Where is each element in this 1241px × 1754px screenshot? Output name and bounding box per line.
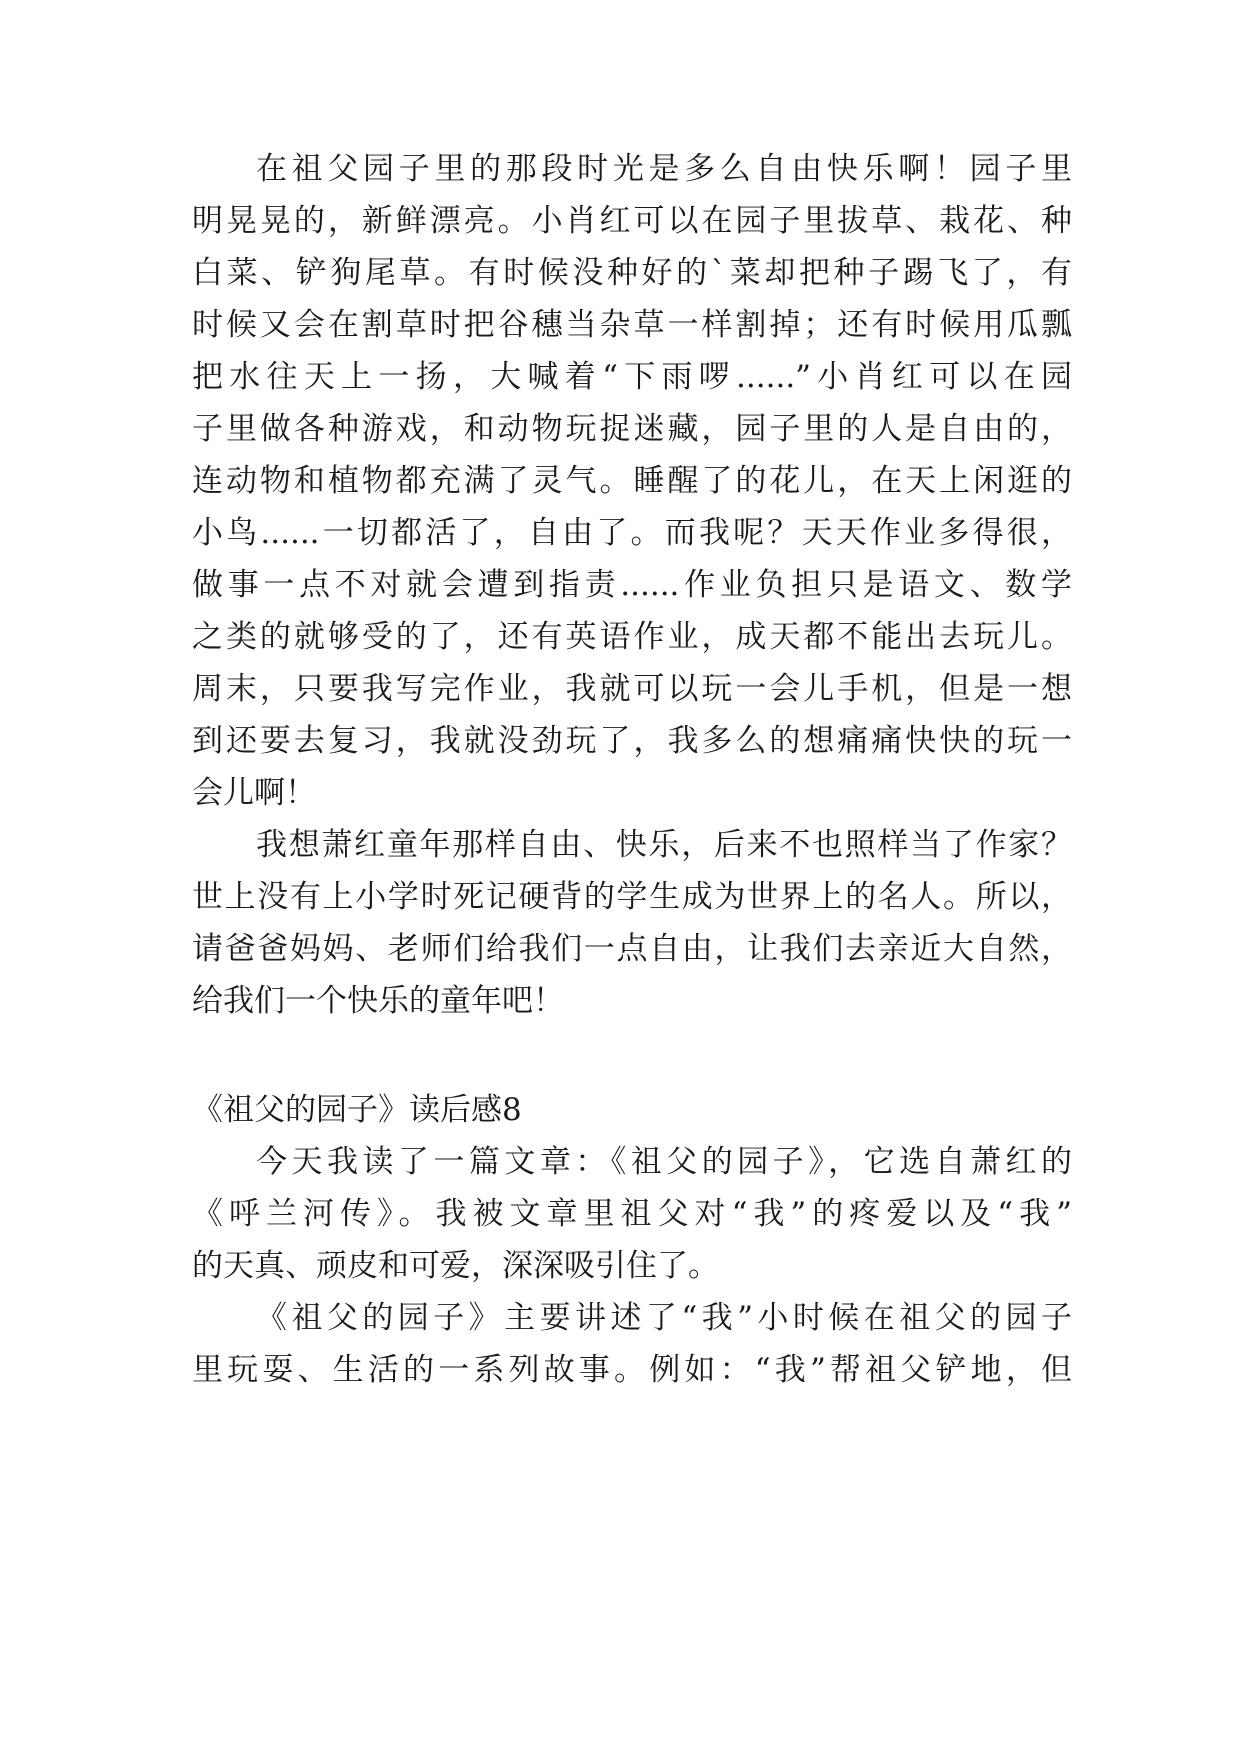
text-line: 在祖父园子里的那段时光是多么自由快乐啊！园子里 — [256, 151, 1072, 187]
text-line: 我想萧红童年那样自由、快乐，后来不也照样当了作家？ — [256, 827, 1072, 863]
text-line: 到还要去复习，我就没劲玩了，我多么的想痛痛快快的玩一 — [192, 723, 1072, 759]
text-line: 之类的就够受的了，还有英语作业，成天都不能出去玩儿。 — [192, 619, 1072, 655]
text-line: 今天我读了一篇文章：《祖父的园子》，它选自萧红的 — [256, 1144, 1072, 1180]
text-line: 把水往天上一扬，大喊着“下雨啰......”小肖红可以在园 — [192, 359, 1072, 395]
text-line: 里玩耍、生活的一系列故事。例如：“我”帮祖父铲地，但 — [192, 1352, 1072, 1388]
text-line: 明晃晃的，新鲜漂亮。小肖红可以在园子里拔草、栽花、种 — [192, 203, 1072, 239]
text-line: 世上没有上小学时死记硬背的学生成为世界上的名人。所以， — [192, 879, 1072, 915]
text-line: 小鸟......一切都活了，自由了。而我呢？天天作业多得很， — [192, 515, 1072, 551]
text-line: 请爸爸妈妈、老师们给我们一点自由，让我们去亲近大自然， — [192, 931, 1072, 967]
text-line: 时候又会在割草时把谷穗当杂草一样割掉；还有时候用瓜瓢 — [192, 307, 1072, 343]
text-line: 会儿啊！ — [192, 775, 316, 811]
section-heading: 《祖父的园子》读后感8 — [192, 1092, 522, 1128]
text-line: 《呼兰河传》。我被文章里祖父对“我”的疼爱以及“我” — [192, 1196, 1072, 1232]
text-line: 给我们一个快乐的童年吧！ — [192, 983, 564, 1019]
text-line: 白菜、铲狗尾草。有时候没种好的`菜却把种子踢飞了，有 — [192, 255, 1072, 291]
text-line: 周末，只要我写完作业，我就可以玩一会儿手机，但是一想 — [192, 671, 1072, 707]
text-line: 的天真、顽皮和可爱，深深吸引住了。 — [192, 1248, 719, 1284]
text-line: 做事一点不对就会遭到指责......作业负担只是语文、数学 — [192, 567, 1072, 603]
text-line: 子里做各种游戏，和动物玩捉迷藏，园子里的人是自由的， — [192, 411, 1072, 447]
text-line: 《祖父的园子》主要讲述了“我”小时候在祖父的园子 — [256, 1300, 1072, 1336]
text-line: 连动物和植物都充满了灵气。睡醒了的花儿，在天上闲逛的 — [192, 463, 1072, 499]
